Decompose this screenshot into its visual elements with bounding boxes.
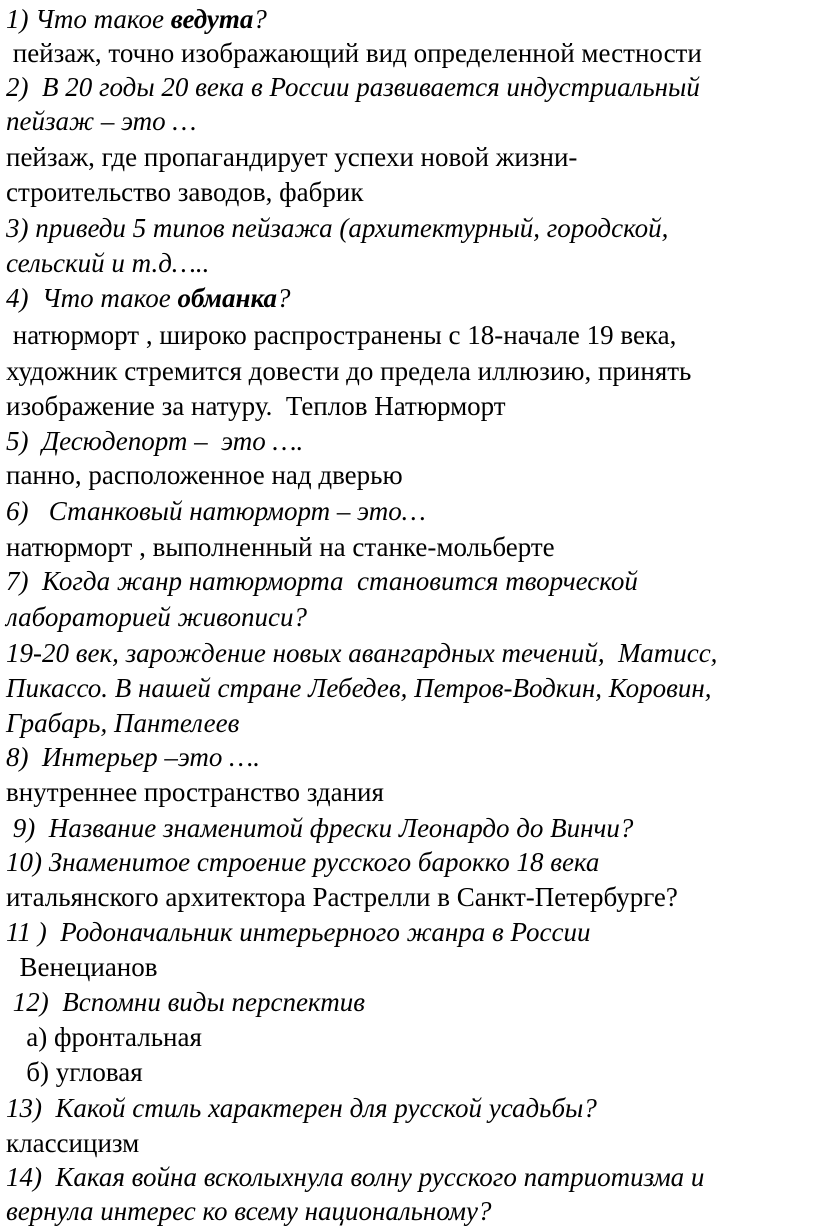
answer-11: Венецианов [6, 952, 158, 982]
question-2-line-2: пейзаж – это … [6, 106, 197, 136]
question-4-text: 4) Что такое [6, 283, 178, 313]
answer-4-line-3: изображение за натуру. Теплов Натюрморт [6, 391, 506, 421]
answer-2-line-1: пейзаж, где пропагандирует успехи новой жизни- [6, 142, 578, 172]
question-13: 13) Какой стиль характерен для русской усадьбы? [6, 1093, 597, 1123]
question-4-mark: ? [276, 283, 291, 313]
question-12: 12) Вспомни виды перспектив [6, 987, 365, 1017]
question-5: 5) Десюдепорт – это …. [6, 426, 304, 456]
question-3-line-2: сельский и т.д….. [6, 248, 210, 278]
answer-7-line-1: 19-20 век, зарождение новых авангардных течений, Матисс, [6, 638, 718, 668]
question-10: 10) Знаменитое строение русского барокко 18 века [6, 847, 600, 877]
question-3-line-1: 3) приведи 5 типов пейзажа (архитектурный, городской, [6, 213, 669, 243]
question-7-line-1: 7) Когда жанр натюрморта становится творческой [6, 566, 638, 596]
answer-1: пейзаж, точно изображающий вид определенной местности [6, 38, 702, 68]
question-2-line-1: 2) В 20 годы 20 века в России развивается индустриальный [6, 72, 700, 102]
answer-5: панно, расположенное над дверью [6, 460, 403, 490]
question-14-line-2: вернула интерес ко всему национальному? [6, 1196, 492, 1226]
answer-12-a: а) фронтальная [6, 1022, 202, 1052]
question-1-text: 1) Что такое [6, 4, 171, 34]
question-1-mark: ? [253, 4, 267, 34]
answer-4-line-1: натюрморт , широко распространены с 18-начале 19 века, [6, 320, 677, 350]
question-7-line-2: лабораторией живописи? [6, 602, 308, 632]
answer-2-line-2: строительство заводов, фабрик [6, 177, 364, 207]
answer-13: классицизм [6, 1128, 140, 1158]
answer-12-b: б) угловая [6, 1057, 143, 1087]
question-6: 6) Станковый натюрморт – это… [6, 496, 426, 526]
question-4-term: обманка [177, 283, 277, 313]
question-1 [6, 2, 267, 36]
question-1-term: ведута [170, 4, 254, 34]
question-4 [6, 281, 290, 315]
answer-6: натюрморт , выполненный на станке-мольберте [6, 532, 555, 562]
question-14-line-1: 14) Какая война всколыхнула волну русского патриотизма и [6, 1162, 705, 1192]
answer-4-line-2: художник стремится довести до предела иллюзию, принять [6, 356, 692, 386]
question-9: 9) Название знаменитой фрески Леонардо до Винчи? [6, 813, 634, 843]
question-11: 11 ) Родоначальник интерьерного жанра в России [6, 917, 591, 947]
question-10-continuation: итальянского архитектора Растрелли в Санкт-Петербурге? [6, 882, 678, 912]
answer-7-line-3: Грабарь, Пантелеев [6, 708, 240, 738]
answer-7-line-2: Пикассо. В нашей стране Лебедев, Петров-Водкин, Коровин, [6, 673, 712, 703]
answer-8: внутреннее пространство здания [6, 777, 384, 807]
question-8: 8) Интерьер –это …. [6, 742, 260, 772]
